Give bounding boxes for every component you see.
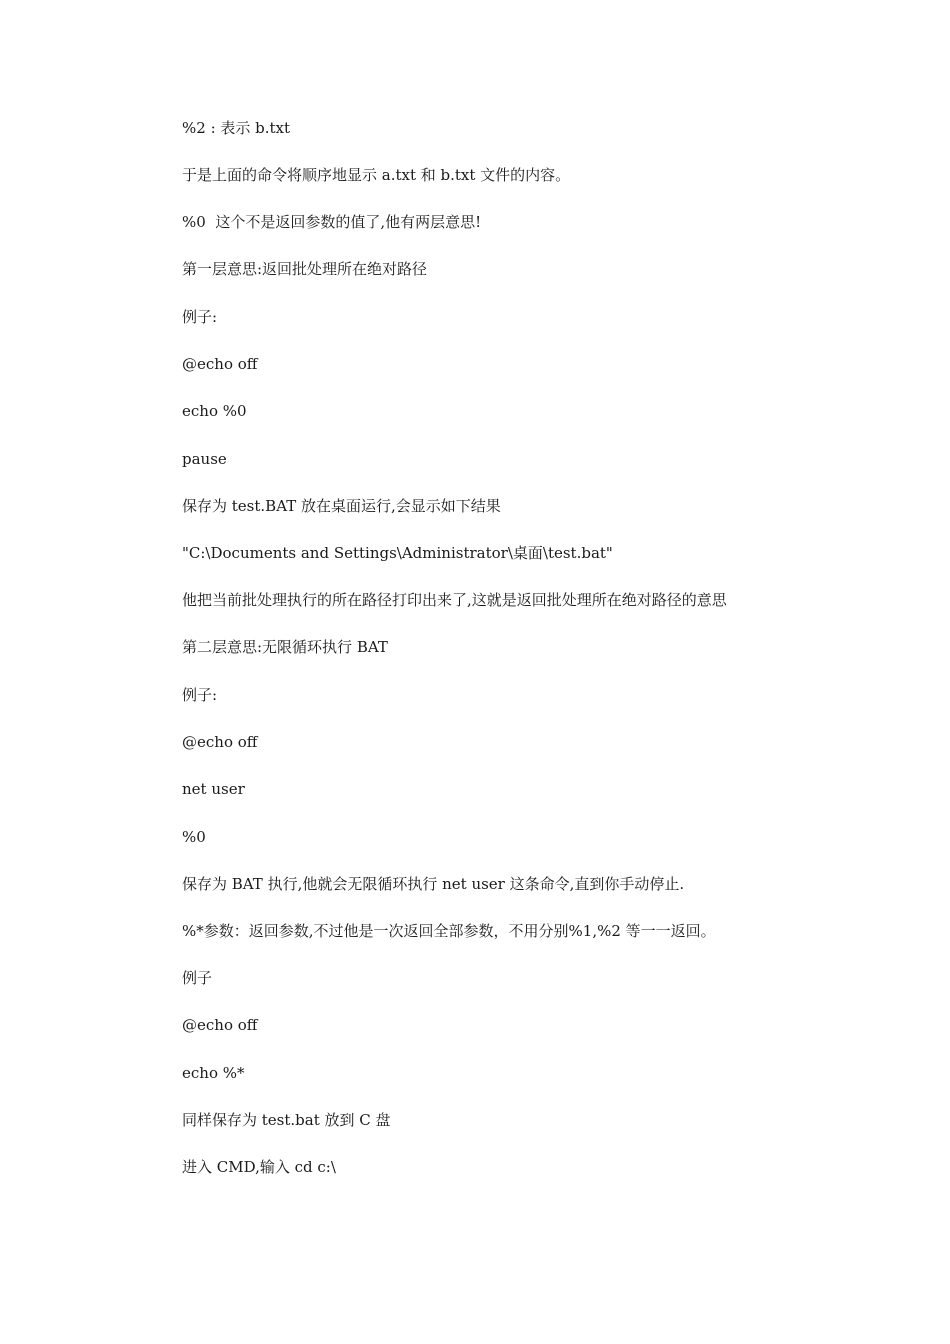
text-line: 保存为 test.BAT 放在桌面运行,会显示如下结果 bbox=[182, 497, 501, 515]
text-line: 于是上面的命令将顺序地显示 a.txt 和 b.txt 文件的内容。 bbox=[182, 166, 571, 184]
code-line: @echo off bbox=[182, 355, 258, 373]
text-line: 他把当前批处理执行的所在路径打印出来了,这就是返回批处理所在绝对路径的意思 bbox=[182, 591, 727, 609]
text-line: 第二层意思:无限循环执行 BAT bbox=[182, 638, 388, 656]
code-line: net user bbox=[182, 780, 245, 798]
text-line: %0 这个不是返回参数的值了,他有两层意思! bbox=[182, 213, 482, 231]
text-line: 例子: bbox=[182, 308, 218, 326]
code-line: %0 bbox=[182, 828, 206, 846]
text-line: 保存为 BAT 执行,他就会无限循环执行 net user 这条命令,直到你手动停止. bbox=[182, 875, 685, 893]
text-line: 进入 CMD,输入 cd c:\ bbox=[182, 1158, 336, 1176]
text-line: 例子 bbox=[182, 969, 213, 987]
text-line: 例子: bbox=[182, 686, 218, 704]
code-line: @echo off bbox=[182, 733, 258, 751]
text-line: %2 : 表示 b.txt bbox=[182, 119, 291, 137]
text-line: %*参数：返回参数,不过他是一次返回全部参数，不用分别%1,%2 等一一返回。 bbox=[182, 922, 716, 940]
path-line: "C:\Documents and Settings\Administrator\桌面\test.bat" bbox=[182, 544, 613, 562]
code-line: echo %0 bbox=[182, 402, 247, 420]
text-line: 第一层意思:返回批处理所在绝对路径 bbox=[182, 260, 428, 278]
code-line: @echo off bbox=[182, 1016, 258, 1034]
text-line: 同样保存为 test.bat 放到 C 盘 bbox=[182, 1111, 391, 1129]
code-line: pause bbox=[182, 450, 227, 468]
code-line: echo %* bbox=[182, 1064, 245, 1082]
